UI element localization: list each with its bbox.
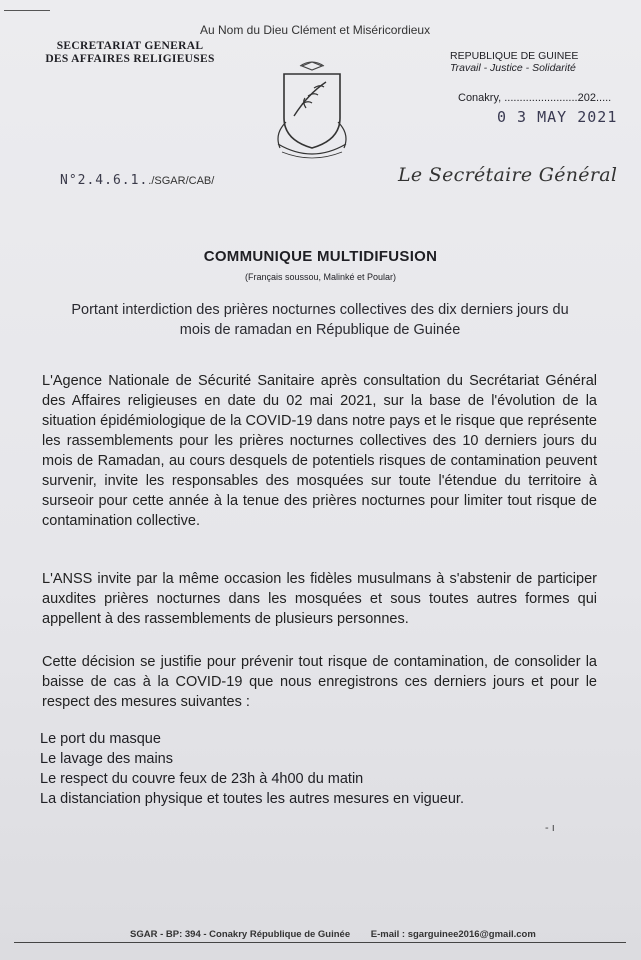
body-paragraph-2: L'ANSS invite par la même occasion les fidèles musulmans à s'abstenir de participer auxdites prières nocturnes dans les mosquées et sous toutes autres formes qui appellent à des rassemblements de plusieurs personnes.: [42, 571, 597, 627]
reference-line: [60, 173, 214, 188]
measure-item: Le port du masque: [40, 731, 161, 747]
signatory-title: Le Secrétaire Général: [398, 164, 618, 186]
reference-number: N°2.4.6.1.: [60, 173, 149, 188]
stamped-date: 0 3 MAY 2021: [497, 108, 618, 126]
republic-block: [450, 50, 578, 74]
margin-mark: - ı: [545, 822, 555, 834]
reference-suffix: ./SGAR/CAB/: [148, 175, 215, 187]
measure-item: Le lavage des mains: [40, 751, 173, 767]
place-date-line: Conakry, ........................202.....: [458, 92, 612, 104]
footer: [130, 929, 554, 940]
republic-name: REPUBLIQUE DE GUINEE: [450, 50, 579, 62]
body-paragraph-3: Cette décision se justifie pour prévenir tout risque de contamination, de consolider la baisse de cas à la COVID-19 que nous enregistrons ces derniers jours et pour le respect des mesures suivantes :: [42, 654, 597, 710]
issuer-line-1: SECRETARIAT GENERAL: [56, 40, 204, 52]
issuer-block: [30, 40, 230, 66]
footer-rule: [14, 942, 626, 943]
body-paragraph-1: L'Agence Nationale de Sécurité Sanitaire après consultation du Secrétariat Général des Affaires religieuses en date du 02 mai 2021, sur la base de l'évolution de la situation épidémiologique de la COVID-19 dans notre pays et le risque que représente les rassemblements pour les prières nocturnes collectives des 10 derniers jours du mois de Ramadan, au cours desquels de potentiels risques de contamination peuvent survenir, invite les responsables des mosquées sur toute l'étendue du territoire à surseoir pour cette année à la tenue des prières nocturnes pour limiter tout risque de contamination collective.: [42, 373, 597, 529]
issuer-line-2: DES AFFAIRES RELIGIEUSES: [45, 53, 215, 65]
document-subject: Portant interdiction des prières nocturnes collectives des dix derniers jours du mois de ramadan en République de Guinée: [71, 302, 569, 338]
measure-item: La distanciation physique et toutes les autres mesures en vigueur.: [40, 791, 464, 807]
measure-item: Le respect du couvre feux de 23h à 4h00 du matin: [40, 771, 364, 787]
invocation-line: Au Nom du Dieu Clément et Miséricordieux: [200, 23, 431, 37]
footer-address: SGAR - BP: 394 - Conakry République de Guinée: [130, 929, 351, 940]
measures-list: [40, 729, 464, 809]
national-emblem-icon: [262, 56, 362, 166]
title-languages: (Français soussou, Malinké et Poular): [244, 272, 397, 282]
republic-motto: Travail - Justice - Solidarité: [450, 62, 576, 74]
document-title: COMMUNIQUE MULTIDIFUSION: [203, 248, 438, 265]
footer-email: E-mail : sgarguinee2016@gmail.com: [370, 929, 536, 940]
corner-pen-mark: [4, 10, 50, 11]
